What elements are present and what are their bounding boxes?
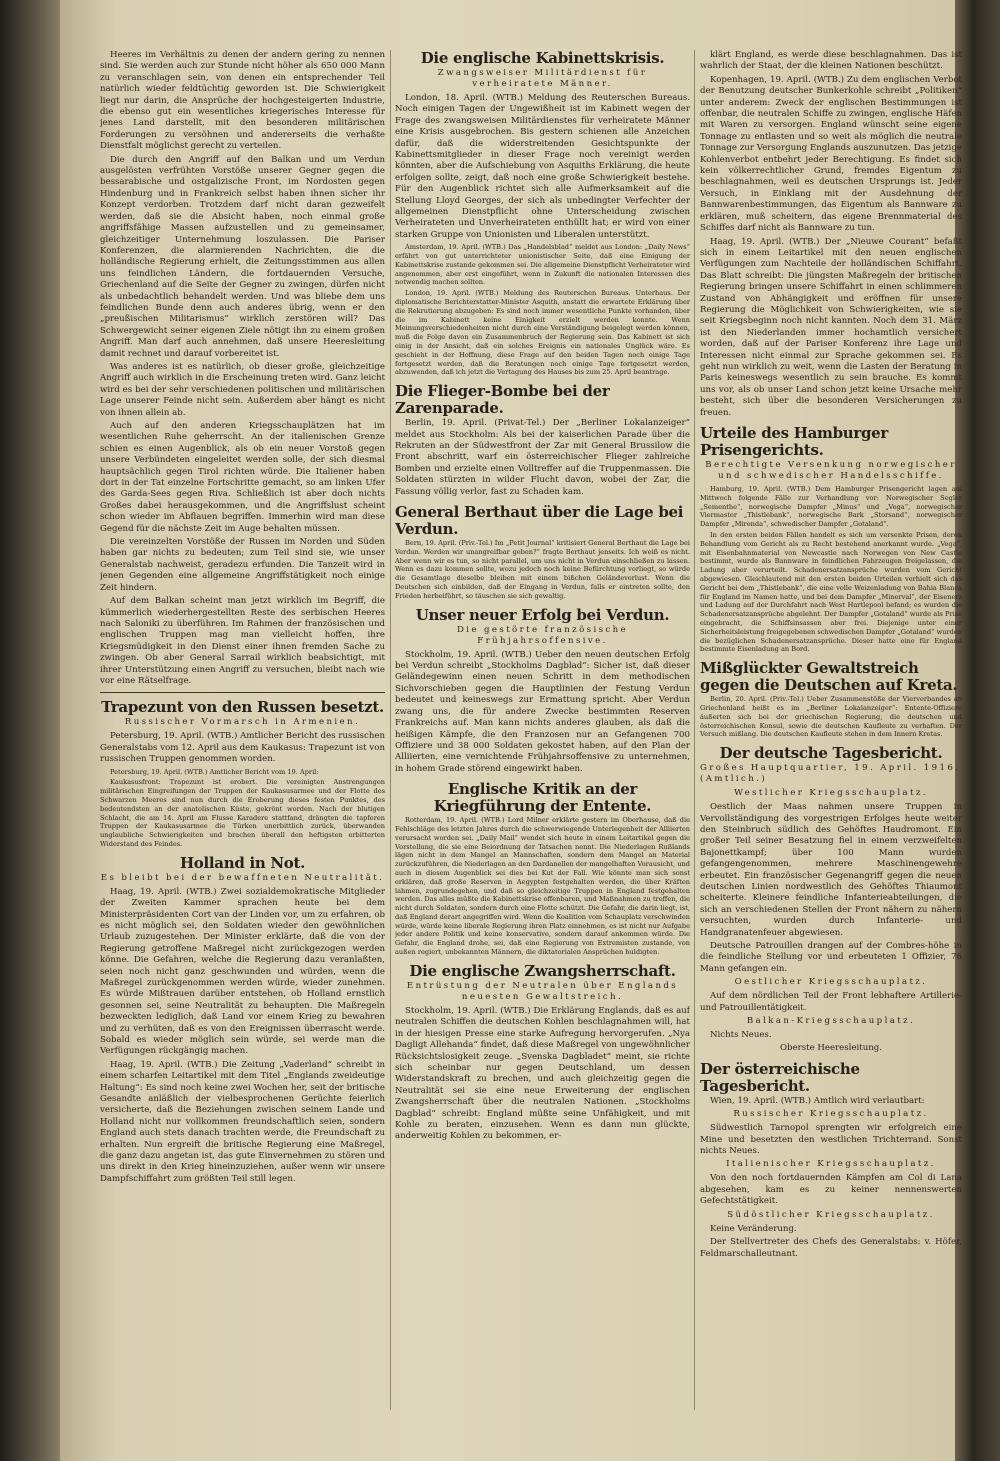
article-separator bbox=[100, 692, 385, 693]
section-heading: Italienischer Kriegsschauplatz. bbox=[726, 1159, 936, 1170]
paragraph: Auf dem nördlichen Teil der Front lebhaftere Artillerie- und Patrouillentätigkeit. bbox=[700, 991, 962, 1013]
subheadline: Entrüstung der Neutralen über Englands neuesten Gewaltstreich. bbox=[406, 980, 679, 1002]
section-heading: Balkan-Kriegsschauplatz. bbox=[746, 1016, 916, 1027]
paragraph: Die vereinzelten Vorstöße der Russen im Norden und Süden haben gar nichts zu bedeuten; zum Teil sind sie, wie unser Generalstab nachweist, geradezu erfunden. Die Tanzeit wird in jenen Gegenden eine allgemeine Angriffstätigkeit noch einige Zeit hindern. bbox=[100, 537, 385, 593]
paragraph: Wien, 19. April. (WTB.) Amtlich wird verlautbart: bbox=[710, 1095, 925, 1106]
paragraph: Berlin, 19. April. (Privat-Tel.) Der „Berliner Lokalanzeiger“ meldet aus Stockholm: Als bei der kaiserlichen Parade über die Rekruten an der Südwestfront der Zar mit General Brussilow die Front abschritt, warf ein österreichischer Flieger zahlreiche Bomben und erzielte einen Volltreffer auf die Truppenmassen. Die Soldaten stürzten in wilder Flucht davon, wobei der Zar, die Fassung völlig verlor, fast zu Schaden kam. bbox=[395, 418, 690, 497]
paragraph: Petersburg, 19. April. (WTB.) Amtlicher Bericht des russischen Generalstabs vom 12. April aus dem Kaukasus: Trapezunt ist von russischen Truppen genommen worden. bbox=[100, 731, 385, 765]
paragraph: Rotterdam, 19. April. (WTB.) Lord Milner erklärte gestern im Oberhause, daß die Fehlschläge des letzten Jahres durch die schwerwiegende Unterlegenheit der Alliierten verursacht worden sei. „Daily Mail“ wendet sich heute in einem Leitartikel gegen die Vorstellung, die sie eine Beiordnung der Tatsachen nennt. Die Niederlagen Rußlands lägen nicht in dem Mangel an Mannschaften, sondern dem Mangel an Material zurückzuführen, die Niederlagen an den Dardanellen der mangelhaften Vorausicht, und auch in diesem Augenblick sei dies bei Kut der Fall. Wie könnte man sich sonst erklären, daß große Reserven in Aegypten festgehalten werden, die über Kräften lahmen, zugrundegehen, und daß so gleichzeitige Truppen in England festgehalten werden. Das alles müßte die Kabinettskrise offenbaren, und Maßnahmen zu treffen, die nicht durch Soldaten, sondern durch eine Flotte schützt. Die Gefahr, die darin liegt, ist, daß England derart angegriffen wird. Wenn die Koalition vom Schauplatz verschwinden würde, würde keine liberale Regierung ihren Platz einnehmen, es ist nicht nur Aufgabe jeder andere Politik und keine konservative, sondern darauf ankommen würde. Die Gefahr, die England drohe, sei, daß eine Regierung von Extremisten zustande, von außen regiert, unbekannten Männern, die diktatorialen Ansprüchen huldigten. bbox=[395, 816, 690, 957]
paragraph: London, 19. April. (WTB.) Meldung des Reuterschen Bureaus. Unterhaus. Der diplomatische Berichterstatter-Minister Asquith, anstatt die erwartete Erklärung über die Rekrutierung abzugeben: Es sind noch immer wesentliche Punkte vorhanden, über die im Kabinett keine Einigkeit erzielt werden konnte. Wenn Meinungsverschiedenheiten nicht durch eine Verständigung beigelegt werden können, muß die Folge davon ein Zusammenbruch der Regierung sein. Das Kabinett ist sich einig in der Ansicht, daß ein solches Ereignis ein nationales Unglück wäre. Es geschieht in der Hoffnung, diese Frage auf den beiden Tagen noch einige Tage fortgesetzt werden, daß die Beratungen noch einige Tage fortgesetzt werden, abzuwenden, daß ich jetzt die Vertagung des Hauses bis zum 25. April beantrage. bbox=[395, 289, 690, 377]
paragraph: Haag, 19. April. (WTB.) Zwei sozialdemokratische Mitglieder der Zweiten Kammer sprachen heute bei dem Ministerpräsidenten Cort van der Linden vor, um zu erfahren, ob es nicht möglich sei, den Soldaten wieder den gewöhnlichen Urlaub zuzugestehen. Der Minister erklärte, daß die von der Regierung getroffene Maßregel nicht zurückgezogen werden könne. Die Gefahren, welche die Regierung dazu veranlaßten, seien noch nicht ganz geschwunden und würden, wenn die Maßregel zurückgenommen werden würde, wieder zunehmen. Es würde Mißtrauen darüber entstehen, ob Holland ernstlich gesonnen sei, seine Neutralität zu behaupten. Die Maßregeln bezweckten lediglich, daß Land vor einem Krieg zu bewahren und zu verhüten, daß es von den Ereignissen überrascht werde. Sobald es wieder möglich sein würde, sei werde man die Verfügungen rückgängig machen. bbox=[100, 886, 385, 1057]
paragraph: Heeres im Verhältnis zu denen der andern gering zu nennen sind. Sie werden auch zur Stunde nicht höher als 650 000 Mann zu veranschlagen sein, von denen ein entsprechender Teil natürlich wieder feldtüchtig geworden ist. Die Schwierigkeit liegt nur darin, die Ansprüche der hochgesteigerten Industrie, die ebenso gut ein wesentliches kriegerisches Interesse für jenes Land darstellt, mit den besonderen militärischen Forderungen zu versöhnen und andererseits die verhaßte Dienstfalt möglichst gerecht zu verteilen. bbox=[100, 50, 385, 152]
column-rule bbox=[390, 50, 391, 1410]
paragraph: Stockholm, 19. April. (WTB.) Die Erklärung Englands, daß es auf neutralen Schiffen die deutschen Kohlen beschlagnahmen will, hat in der hiesigen Presse eine starke Aufregung hervorgerufen. „Nya Dagligt Allehanda“ findet, daß diese Maßregel von ungewöhnlicher Rücksichtslosigkeit zeuge. „Svenska Dagbladet“ meint, sie richte sich scheinbar nur gegen Deutschland, um dessen Widerstandskraft zu brechen, und auch gleichzeitig gegen die Neutralität sei sie eine neue Erweiterung der englischen Zwangsherrschaft über die neutralen Nationen. „Stockholms Dagblad“ schreibt: England müßte seine Unfähigkeit, und mit Kohle zu beraten, einzusehen. Wenn es dann nun glückte, anderweitig Kohlen zu bekommen, er- bbox=[395, 1005, 690, 1142]
section-heading: Südöstlicher Kriegsschauplatz. bbox=[727, 1209, 935, 1220]
paragraph: Was anderes ist es natürlich, ob dieser große, gleichzeitige Angriff auch wirklich in die Erscheinung treten wird. Ganz leicht wird es bei der sehr verschiedenen politischen und militärischen Lage unserer Feinde nicht sein. Außerdem aber hängt es nicht von ihnen allein ab. bbox=[100, 361, 385, 418]
paragraph: Auf dem Balkan scheint man jetzt wirklich im Begriff, die kümmerlich wiederhergestellten Reste des serbischen Heeres nach Saloniki zu überführen. Im Rahmen der französischen und englischen Truppen mag man vielleicht hoffen, ihre Kriegsmüdigkeit in den Dienst einer ihnen fremden Sache zu zwingen. Ob aber General Sarrail wirklich beabsichtigt, mit ihrer Unterstützung einen Angriff zu versuchen, bleibt nach wie vor eine Rätselfrage. bbox=[100, 596, 385, 686]
headline-deutscher-tagesbericht: Der deutsche Tagesbericht. bbox=[719, 744, 943, 763]
signature: Oberste Heeresleitung. bbox=[779, 1043, 883, 1054]
paragraph: Keine Veränderung. bbox=[710, 1223, 797, 1234]
paragraph: Bern, 19. April. (Priv.-Tel.) Im „Petit Journal“ kritisiert General Berthaut die Lage bei Verdun. Werden wir unangreifbar geben?“ fragte Berthaut jenseits. Ich weiß es nicht. Aber wenn wir es tun, so nicht parallel, um uns nicht in Verdun einschließen zu lassen. Wenn es dazu kommen sollte, wozu jedoch noch keine Befürchtung vorliegt, so würde die Gesamtlage dieselbe bleiben mit einem bißchen Geländeverlust. Wenn die Deutschen sich einbilden, daß der Eingang in Verdun, falls er eintreten sollte, den Frieden herbeiführt, so täuschen sie sich gewaltig. bbox=[395, 539, 690, 600]
paragraph: Die durch den Angriff auf den Balkan und um Verdun ausgelösten verfrühten Vorstöße unserer Gegner gegen die bessarabische und ostgalizische Front, im Nordosten gegen Hindenburg und in Frankreich selbst haben ihnen sicher ihr Konzept verdorben. Trotzdem darf nicht daran gezweifelt werden, daß sie die Absicht haben, noch einmal große angriffsfähige Massen aufzustellen und zu gemeinsamer, gleichzeitiger Unternehmung loszulassen. Die Pariser Konferenzen, die alarmierenden Nachrichten, die die holländische Regierung erhielt, die Zeitungsstimmen aus allen uns feindlichen Ländern, die fortdauernden Versuche, Griechenland auf die Seite der Gegner zu zwingen, dürfen nicht als unbedachtlich behandelt werden. Und was bliebe dem uns feindlichen Bunde denn auch anderes übrig, wenn er den „preußischen Militarismus“ wirklich zerstören will? Das Schwergewicht seiner eigenen Ziele nötigt ihn zu einem großen Angriff. Man darf auch annehmen, daß unsere Heeresleitung damit rechnet und darauf vorbereitet ist. bbox=[100, 154, 385, 359]
subheadline: Es bleibt bei der bewaffneten Neutralität. bbox=[100, 872, 385, 883]
subheadline: Zwangsweiser Militärdienst für verheiratete Männer. bbox=[437, 68, 648, 89]
paragraph: klärt England, es werde diese beschlagnahmen. Das ist wahrlich der Staat, der die kleinen Nationen beschützt. bbox=[700, 50, 962, 72]
paragraph: Kaukasusfront: Trapezunt ist erobert. Die vereinigten Anstrengungen militärischen Eingreifungen der Truppen der Kaukasusarmee und der Flotte des Schwarzen Meeres sind nun durch die Eroberung dieses festen Punktes, des bedeutendsten an der anatolischen Küste, gekrönt worden. Nach der blutigen Schlacht, die am 14. April am Flusse Karadere stattfand, drängten die tapferen Truppen der Kaukasusarmee die Türken unerbittlich zurück, überwanden unglaubliche Schwierigkeiten und brachen überall den heftigsten erbitterten Widerstand des Feindes. bbox=[100, 778, 385, 848]
paragraph: Auch auf den anderen Kriegsschauplätzen hat im wesentlichen Ruhe geherrscht. An der italienischen Grenze schien es einen Augenblick, als ob ein neuer Vorstoß gegen unsere Verbündeten eingeleitet werden solle, der sich diesmal hauptsächlich gegen Tirol richten würde. Die Italiener haben dort in der Tat einzelne Fortschritte gemacht, so am linken Ufer des Garda-Sees gegen Riva. Schließlich ist aber doch nichts Großes dabei herausgekommen, und die Angriffslust scheint schon wieder im Abflauen begriffen. Immerhin wird man diese Gegend für die nächste Zeit im Auge behalten müssen. bbox=[100, 421, 385, 534]
headline-berthaut: General Berthaut über die Lage bei Verdun. bbox=[395, 503, 684, 539]
subheadline: Russischer Vormarsch in Armenien. bbox=[124, 717, 361, 728]
headline-oesterreichischer-tagesbericht: Der österreichische Tagesbericht. bbox=[700, 1059, 860, 1095]
paragraph: Von den noch fortdauernden Kämpfen am Col di Lana abgesehen, kam es zu keiner nennenswerten Gefechtstätigkeit. bbox=[700, 1173, 962, 1207]
headline-trapezunt: Trapezunt von den Russen besetzt. bbox=[101, 698, 384, 717]
headline-kreta: Mißglückter Gewaltstreich gegen die Deutschen auf Kreta. bbox=[700, 659, 958, 695]
paragraph: Hamburg, 19. April. (WTB.) Dem Hamburger Prisengericht lagen am Mittwoch folgende Fälle zur Verhandlung vor: Norwegischer Segler „Sementhe“, norwegische Dampfer „Minus“ und „Vega“, norwegischer Viermaster „Thistlebank“, norwegische Bark „Storsand“, norwegischer Dampfer „Mirenda“, schwedischer Dampfer „Gotaland“. bbox=[700, 485, 962, 529]
paragraph: Haag, 19. April. (WTB.) Der „Nieuwe Courant“ befaßt sich in einem Leitartikel mit den neuen englischen Verfügungen zum Nachteile der holländischen Schiffahrt. Das Blatt schreibt: Die jüngsten Maßregeln der britischen Regierung bringen unsere Schiffahrt in einen schlimmeren Zustand von Abhängigkeit und eröffnen für unsere Regierung die Möglichkeit von Schwierigkeiten, wie sie seit Kriegsbeginn noch nicht kannten. Noch dem 31. März ist den Niederlanden immer hochamtlich versichert worden, daß auf der Pariser Konferenz ihre Lage und Interessen nicht einmal zur Sprache gekommen sei. Es geht nun wirklich zu weit, wenn die Lasten der Beratung in Paris keineswegs wesentlich zu sein brauche. Es kommt uns vor, als ob unser Land schon jetzt keine Ursache mehr besteht, sich über die besonderen Versicherungen zu freuen. bbox=[700, 236, 962, 418]
headline-zwangsherrschaft: Die englische Zwangsherrschaft. bbox=[409, 961, 676, 980]
headline-erfolg-verdun: Unser neuer Erfolg bei Verdun. bbox=[415, 605, 670, 624]
subheadline: Großes Hauptquartier, 19. April. 1916. (Amtlich.) bbox=[700, 763, 961, 785]
paragraph: Oestlich der Maas nahmen unsere Truppen in Vervollständigung des vorgestrigen Erfolges heute weiter den Steinbruch südlich des Gehöftes Haudromont. Ein großer Teil seiner Besatzung fiel in einem verzweifelten Bajonettkampf; über 100 Mann wurden gefangengenommen, mehrere Maschinengewehre erbeutet. Ein französischer Gegenangriff gegen die neuen deutschen Linien nordwestlich des Gehöftes Thiaumont scheiterte. Kleinere feindliche Infanterieabteilungen, die sich an verschiedenen Stellen der Front nähern zu nähern versuchten, wurden durch Infanterie- und Handgranatenfeuer abgewiesen. bbox=[700, 802, 962, 938]
paragraph: Stockholm, 19. April. (WTB.) Ueber den neuen deutschen Erfolg bei Verdun schreibt „Stockholms Dagblad“: Sicher ist, daß dieser Geländegewinn einen neuen Schritt in dem methodischen Sichvorschieben gegen die Hauptlinien der Festung Verdun bedeutet und keineswegs zur Ermattung spricht. Aber Verdun zwang uns, die für andere Zwecke bestimmten Reserven Frankreichs auf. Man kann nichts anderes glauben, als daß die heißigen Kämpfe, die den Franzosen nur an Gefangenen 700 Offiziere und 38 000 Soldaten gekostet haben, auf den Plan der Alliierten, eine vernichtende Frühjahrsoffensive zu unternehmen, in hohem Grade störend eingewirkt haben. bbox=[395, 649, 690, 774]
subheadline: Die gestörte französische Frühjahrsoffensive. bbox=[456, 624, 629, 646]
paragraph: In den ersten beiden Fällen handelt es sich um versenkte Prisen, deren Behandlung vom Gericht als zu Recht bestehend anerkannt wurde. „Vega“, mit Eisenbahnmaterial von Newcastle nach Norwegen von New Castle bestimmt, wurde als Bannware in feindlichen Fahrzeugen freigelassen, die Ladung aber verurteilt. Schadenersatzansprüche wurden vom Gericht abgewiesen. Gleichlautend mit den ersten beiden Urteilen verhielt sich das Gericht bei dem „Thistlebank“, die eine volle Weizenladung von Bahia Blanca für England im Namen hatte, und bei dem Dampfer „Minerval“, der Eisenerz und Ladung auf der Durchfahrt nach West Hartlepool befand; es wurden die Schadenersatzansprüche abgelehnt. Der Dampfer „Gotaland“ wurde als Prise eingebracht, die Schiffsinsassen aber frei. Diejenige unter einer Sicherheitsleistung freigegebenen schwedischen Dampfer „Gotaland“ wurden die bezüglichen Schadenersatzansprüche. Dieser hatte eine für England bestimmte Eisenladung an Bord. bbox=[700, 530, 962, 654]
column-2 bbox=[395, 50, 690, 1410]
paragraph: Petersburg, 19. April. (WTB.) Amtlicher Bericht vom 19. April: bbox=[110, 767, 319, 776]
paragraph: Kopenhagen, 19. April. (WTB.) Zu dem englischen Verbot der Benutzung deutscher Bunkerkohle schreibt „Politiken“ unter anderem: Zweck der englischen Bestimmungen ist offenbar, die neutralen Schiffe zu zwingen, englische Häfen mit Waren zu versorgen. England wünscht seine eigene Tonnage zu entlasten und so weit als möglich die neutrale Tonnage zur Versorgung Englands auszunutzen. Das jetzige Kohlenverbot entbehrt jeder Berechtigung. Es findet sich kein völkerrechtlicher Grund, fremdes Eigentum zu beschlagnahmen, weil es deutschen Ursprungs ist. Jeder Versuch, in Einklang mit der Ausdehnung der Bannwarenbestimmungen, das Eigentum als Bannware zu erklären, muß scheitern, das eigene Brennmaterial des Schiffes darf nicht als Bannware zu tun. bbox=[700, 74, 962, 234]
headline-kabinettskrisis: Die englische Kabinettskrisis. bbox=[420, 50, 665, 67]
paragraph: Südwestlich Tarnopol sprengten wir erfolgreich eine Mine und besetzten den westlichen Trichterrand. Sonst nichts Neues. bbox=[700, 1123, 962, 1157]
column-rule bbox=[694, 50, 695, 1410]
paragraph: Haag, 19. April. (WTB.) Die Zeitung „Vaderland“ schreibt in einem scharfen Leitartikel mit dem Titel „Englands zweideutige Haltung“: Es sind noch keine zwei Wochen her, seit der britische Gesandte anläßlich der vielbesprochenen Gerüchte feierlich versicherte, daß die Beziehungen zwischen seinem Lande und Holland nicht nur vollkommen freundschaftlich seien, sondern England auch stets danach trachten werde, die Freundschaft zu erhalten. Nun ergreift die britische Regierung eine Maßregel, die ganz dazu angetan ist, das gute Einvernehmen zu stören und uns direkt in den Krieg hineinzuziehen, außer wenn wir unsere Dampfschiffahrt zum größten Teil still legen. bbox=[100, 1059, 385, 1184]
signature: Der Stellvertreter des Chefs des Generalstabs: v. Höfer, Feldmarschalleutnant. bbox=[700, 1237, 962, 1259]
section-heading: Oestlicher Kriegsschauplatz. bbox=[734, 977, 928, 988]
section-heading: Russischer Kriegsschauplatz. bbox=[733, 1109, 929, 1120]
paragraph: Deutsche Patrouillen drangen auf der Combres-höhe in die feindliche Stellung vor und erbeuteten 1 Offizier, 76 Mann gefangen ein. bbox=[700, 941, 962, 974]
paragraph: London, 18. April. (WTB.) Meldung des Reuterschen Bureaus. Noch einigen Tagen der Ungewißheit ist im Kabinett wegen der Frage des zwangsweisen Militärdienstes für verheiratete Männer eine Krisis ausgebrochen. Bis gestern schienen alle Anzeichen dafür, daß die widerstreitenden Gesichtspunkte der Kabinettsmitglieder in dieser Frage noch vereinigt werden könnten, aber die Aufschiebung von Asquiths Erklärung, die heute erfolgen sollte, zeigt, daß noch eine große Schwierigkeit bestehe. Für den Augenblick richtet sich alle Aufmerksamkeit auf die Stellung Lloyd Georges, der sich als unbedingter Verfechter der allgemeinen Dienstpflicht ohne Unterscheidung zwischen Verheirateten und Unverheirateten enthüllt hat; er wird von einer starken Gruppe von Unionisten und Liberalen unterstützt. bbox=[395, 93, 690, 240]
headline-holland: Holland in Not. bbox=[179, 853, 306, 872]
headline-englische-kritik: Englische Kritik an der Kriegführung der Entente. bbox=[433, 780, 652, 816]
section-heading: Westlicher Kriegsschauplatz. bbox=[734, 788, 928, 799]
paragraph: Berlin, 20. April. (Priv.-Tel.) Ueber Zusammenstöße der Vierverbandes an Griechenland heißt es im „Berliner Lokalanzeiger“: Entente-Offiziere äußerten sich bei der griechischen Regierung, die deutschen und österreichischen Konsul, sowie die deutschen Kaufleute zu verhaften. Der Versuch mißlang. Die deutschen Kaufleute stehen in dem Innern Kretas. bbox=[700, 695, 962, 739]
paragraph: Nichts Neues. bbox=[710, 1030, 772, 1041]
column-1 bbox=[100, 50, 385, 1410]
paragraph: Amsterdam, 19. April. (WTB.) Das „Handelsblad“ meldet aus London: „Daily News“ erfährt von gut unterrichteter unionistischer Seite, daß eine Einigung der Kabinettskrise zustande gekommen sei. Die allgemeine Dienstpflicht Verheirateter wird angenommen, aber erst eingeführt, wenn in Zukunft die nationalen Interessen dies notwendig machen sollten. bbox=[395, 243, 690, 287]
subheadline: Berechtigte Versenkung norwegischer und schwedischer Handelsschiffe. bbox=[705, 460, 957, 481]
headline-flieger-bombe: Die Flieger-Bombe bei der Zarenparade. bbox=[395, 382, 610, 418]
headline-prisengericht: Urteile des Hamburger Prisengerichts. bbox=[700, 424, 889, 459]
column-3 bbox=[700, 50, 962, 1410]
